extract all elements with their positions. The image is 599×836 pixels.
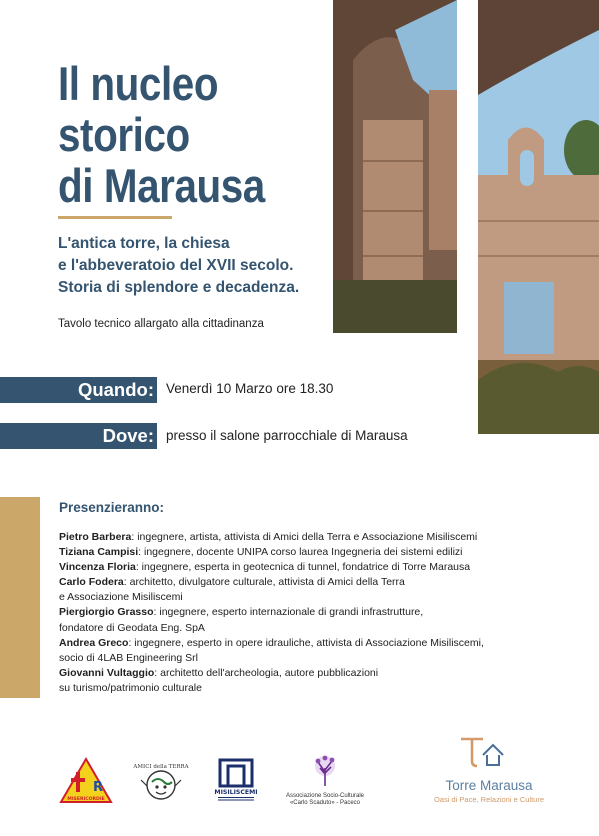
where-banner <box>0 423 157 449</box>
presenter-item <box>59 636 539 651</box>
svg-text:R: R <box>93 780 104 795</box>
when-banner <box>0 377 157 403</box>
amici-della-terra-logo <box>133 760 189 806</box>
torre-tagline: Oasi di Pace, Relazioni e Culture <box>433 795 545 804</box>
subtitle-line-1: L'antica torre, la chiesa <box>58 235 230 252</box>
when-value: Venerdì 10 Marzo ore 18.30 <box>166 381 334 396</box>
subtitle-line-3: Storia di splendore e decadenza. <box>58 279 300 296</box>
misericordie-wordmark: MISERICORDIE <box>67 797 105 802</box>
subtitle-line-2: e l'abbeveratoio del XVII secolo. <box>58 257 294 274</box>
presenter-item <box>59 560 539 575</box>
presenter-name: Tiziana Campisi <box>59 546 139 559</box>
presenter-desc: : ingegnere, esperto in opere idrauliche, attivista di Associazione Misiliscemi, <box>128 636 484 649</box>
misiliscemi-wordmark: MISILISCEMI <box>214 789 258 796</box>
misiliscemi-logo <box>212 756 260 802</box>
title-line-2: storico <box>58 108 190 161</box>
presenter-item <box>59 545 539 560</box>
presenter-desc-continued: fondatore di Geodata Eng. SpA <box>59 621 205 634</box>
title-line-3: di Marausa <box>58 159 265 212</box>
carlo-scaduto-association-logo <box>284 752 366 806</box>
presenter-item <box>59 605 539 620</box>
presenter-desc: : architetto dell'archeologia, autore pubblicazioni <box>154 666 379 679</box>
presenter-desc: : architetto, divulgatore culturale, attivista di Amici della Terra <box>123 576 405 589</box>
title-line-1: Il nucleo <box>58 57 219 110</box>
presenter-desc: : ingegnere, docente UNIPA corso laurea Ingegneria dei sistemi edilizi <box>138 546 463 559</box>
title-divider <box>58 216 172 219</box>
presenter-name: Carlo Fodera <box>59 576 124 589</box>
presenter-name: Vincenza Floria <box>59 561 136 574</box>
presenter-name: Pietro Barbera <box>59 531 132 543</box>
assoc-subname: «Carlo Scaduto» - Paceco <box>289 800 361 806</box>
presenter-desc-continued: su turismo/patrimonio culturale <box>59 681 202 694</box>
presenter-name: Andrea Greco <box>59 636 129 649</box>
presenter-desc: : ingegnere, artista, attivista di Amici della Terra e Associazione Misiliscemi <box>131 531 478 543</box>
presenter-item <box>59 530 539 545</box>
presenter-item <box>59 666 539 681</box>
presenter-desc-continued: e Associazione Misiliscemi <box>59 591 183 604</box>
assoc-name: Associazione Socio-Culturale <box>285 793 365 799</box>
presenter-name: Giovanni Vultaggio <box>59 666 155 679</box>
ruins-arch-photo <box>333 0 457 333</box>
page-title <box>58 58 265 211</box>
misericordie-logo <box>60 758 112 804</box>
presenter-desc: : ingegnere, esperto internazionale di grandi infrastrutture, <box>153 606 424 619</box>
presenter-desc: : ingegnere, esperta in geotecnica di tunnel, fondatrice di Torre Marausa <box>135 561 471 574</box>
presenter-name: Piergiorgio Grasso <box>59 606 154 619</box>
amici-wordmark: AMICI della TERRA <box>133 764 189 770</box>
ruins-church-photo <box>478 0 599 434</box>
where-value: presso il salone parrocchiale di Marausa <box>166 428 408 443</box>
subtitle <box>58 233 299 299</box>
torre-marausa-logo <box>431 733 547 809</box>
presenter-item <box>59 575 539 590</box>
where-label: Dove: <box>102 425 154 446</box>
gold-side-accent <box>0 497 40 698</box>
torre-name: Torre Marausa <box>445 778 533 793</box>
presenters-heading: Presenzieranno: <box>59 500 165 515</box>
presenter-desc-continued: socio di 4LAB Engineering Srl <box>59 651 198 664</box>
presenters-list <box>59 530 539 696</box>
when-label: Quando: <box>77 379 154 400</box>
tagline: Tavolo tecnico allargato alla cittadinanza <box>58 318 264 330</box>
